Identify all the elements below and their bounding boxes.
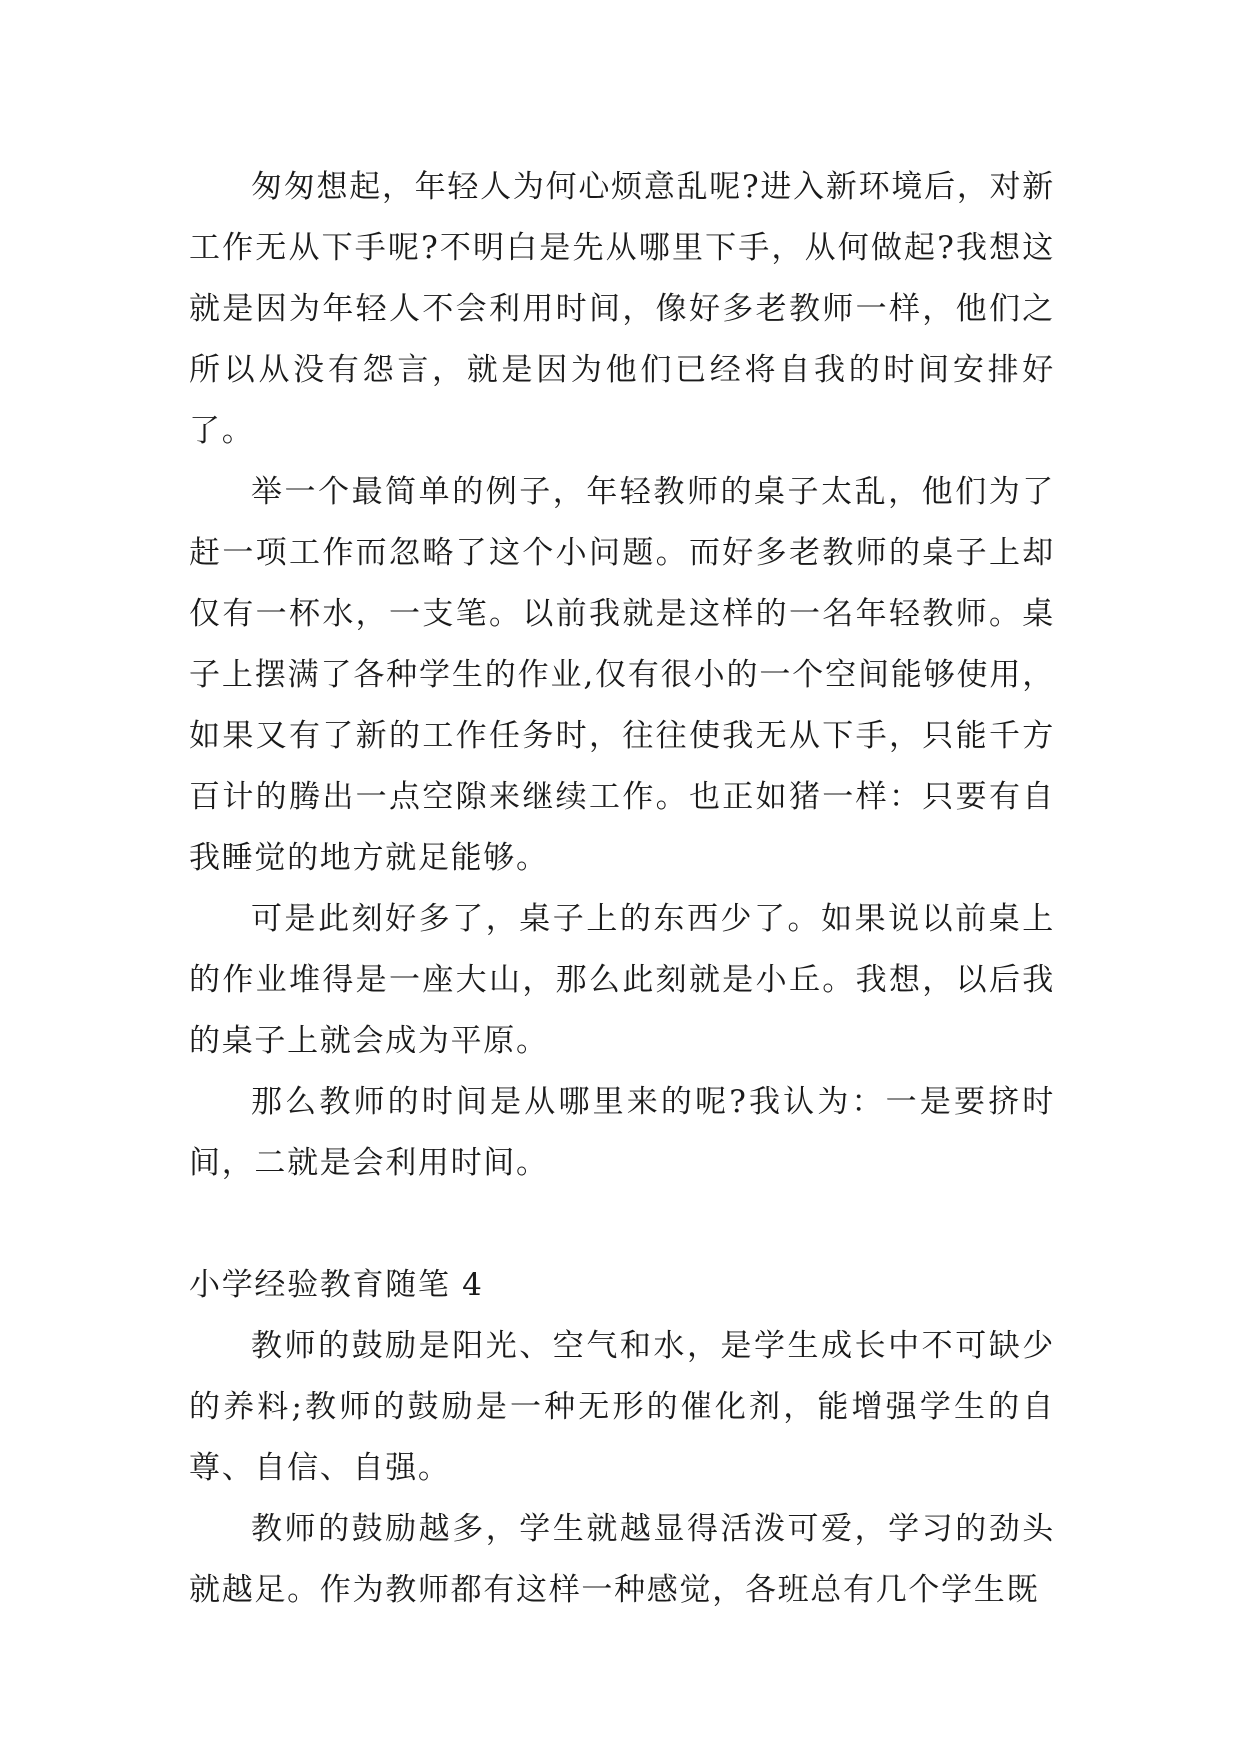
paragraph-where-time-comes: 那么教师的时间是从哪里来的呢?我认为：一是要挤时间，二就是会利用时间。 bbox=[189, 1084, 1055, 1181]
document-body bbox=[189, 157, 1055, 1621]
paragraph-more-encouragement: 教师的鼓励越多，学生就越显得活泼可爱，学习的劲头就越足。作为教师都有这样一种感觉，各班总有几个学生既 bbox=[189, 1511, 1055, 1608]
paragraph-teacher-encouragement: 教师的鼓励是阳光、空气和水，是学生成长中不可缺少的养料;教师的鼓励是一种无形的催化剂，能增强学生的自尊、自信、自强。 bbox=[189, 1328, 1055, 1486]
section-title: 小学经验教育随笔 4 bbox=[189, 1267, 484, 1303]
paragraph-time-management: 匆匆想起，年轻人为何心烦意乱呢?进入新环境后，对新工作无从下手呢?不明白是先从哪里下手，从何做起?我想这就是因为年轻人不会利用时间，像好多老教师一样，他们之所以从没有怨言，就是因为他们已经将自我的时间安排好了。 bbox=[189, 169, 1055, 449]
paragraph-desk-example: 举一个最简单的例子，年轻教师的桌子太乱，他们为了赶一项工作而忽略了这个小问题。而好多老教师的桌子上却仅有一杯水，一支笔。以前我就是这样的一名年轻教师。桌子上摆满了各种学生的作业,仅有很小的一个空间能够使用，如果又有了新的工作任务时，往往使我无从下手，只能千方百计的腾出一点空隙来继续工作。也正如猪一样：只要有自我睡觉的地方就足能够。 bbox=[189, 474, 1055, 876]
paragraph-desk-now: 可是此刻好多了，桌子上的东西少了。如果说以前桌上的作业堆得是一座大山，那么此刻就是小丘。我想，以后我的桌子上就会成为平原。 bbox=[189, 901, 1055, 1059]
